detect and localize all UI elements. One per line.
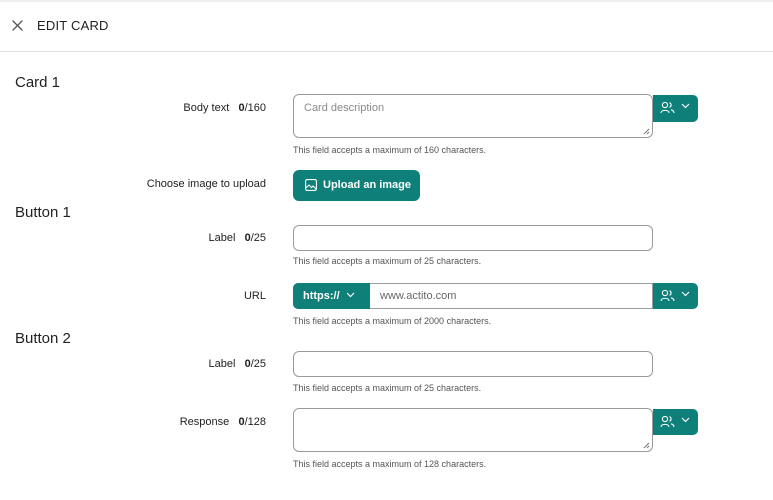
button1-label-input[interactable] (293, 225, 653, 251)
url-helper: This field accepts a maximum of 2000 characters. (293, 316, 492, 326)
dialog-header (0, 2, 773, 52)
upload-image-button[interactable] (293, 170, 420, 201)
button2-label-helper: This field accepts a maximum of 25 characters. (293, 383, 482, 393)
response-max: /128 (244, 416, 266, 428)
chevron-down-icon (681, 417, 690, 423)
section-title-card-1: Card 1 (15, 74, 61, 91)
protocol-dropdown[interactable] (293, 283, 370, 309)
url-personalize-dropdown-button[interactable] (653, 283, 698, 309)
body-text-max: /160 (244, 102, 266, 114)
users-icon (660, 289, 676, 303)
response-label (180, 416, 266, 428)
personalize-dropdown-button[interactable] (653, 95, 698, 122)
body-text-label-text: Body text (183, 102, 230, 114)
close-icon[interactable] (10, 18, 26, 34)
button1-label-text: Label (208, 232, 236, 244)
button1-label-count: 0 (244, 232, 251, 244)
image-icon (305, 179, 317, 191)
resize-grip-icon[interactable] (642, 127, 650, 135)
button2-label-max: /25 (250, 358, 266, 370)
response-count: 0 (238, 416, 245, 428)
section-title-button-2: Button 2 (15, 330, 71, 347)
users-icon (660, 415, 676, 429)
body-text-count: 0 (238, 102, 245, 114)
button2-label-count: 0 (244, 358, 251, 370)
users-icon (660, 101, 676, 115)
response-personalize-dropdown-button[interactable] (653, 409, 698, 435)
url-label: URL (243, 290, 266, 302)
button1-label-helper: This field accepts a maximum of 25 characters. (293, 256, 482, 266)
button1-label-label (208, 232, 266, 244)
response-helper: This field accepts a maximum of 128 characters. (293, 459, 487, 469)
body-text-placeholder: Card description (304, 102, 385, 114)
body-text-helper: This field accepts a maximum of 160 characters. (293, 145, 487, 155)
button2-label-label (208, 358, 266, 370)
section-title-button-1: Button 1 (15, 204, 71, 221)
body-text-textarea[interactable] (293, 94, 653, 138)
chevron-down-icon (681, 291, 690, 297)
protocol-value: https:// (303, 290, 340, 302)
button2-label-text: Label (208, 358, 236, 370)
url-input[interactable] (370, 283, 653, 309)
page-title: EDIT CARD (37, 18, 109, 33)
url-field-group (293, 283, 653, 309)
url-placeholder: www.actito.com (380, 290, 457, 302)
response-textarea[interactable] (293, 408, 653, 452)
chevron-down-icon (346, 292, 355, 298)
resize-grip-icon[interactable] (642, 441, 650, 449)
button2-label-input[interactable] (293, 351, 653, 377)
chevron-down-icon (681, 103, 690, 109)
response-label-text: Response (179, 416, 230, 428)
image-upload-label: Choose image to upload (146, 178, 266, 190)
button1-label-max: /25 (250, 232, 266, 244)
upload-image-label: Upload an image (323, 179, 412, 191)
body-text-label (183, 102, 266, 114)
